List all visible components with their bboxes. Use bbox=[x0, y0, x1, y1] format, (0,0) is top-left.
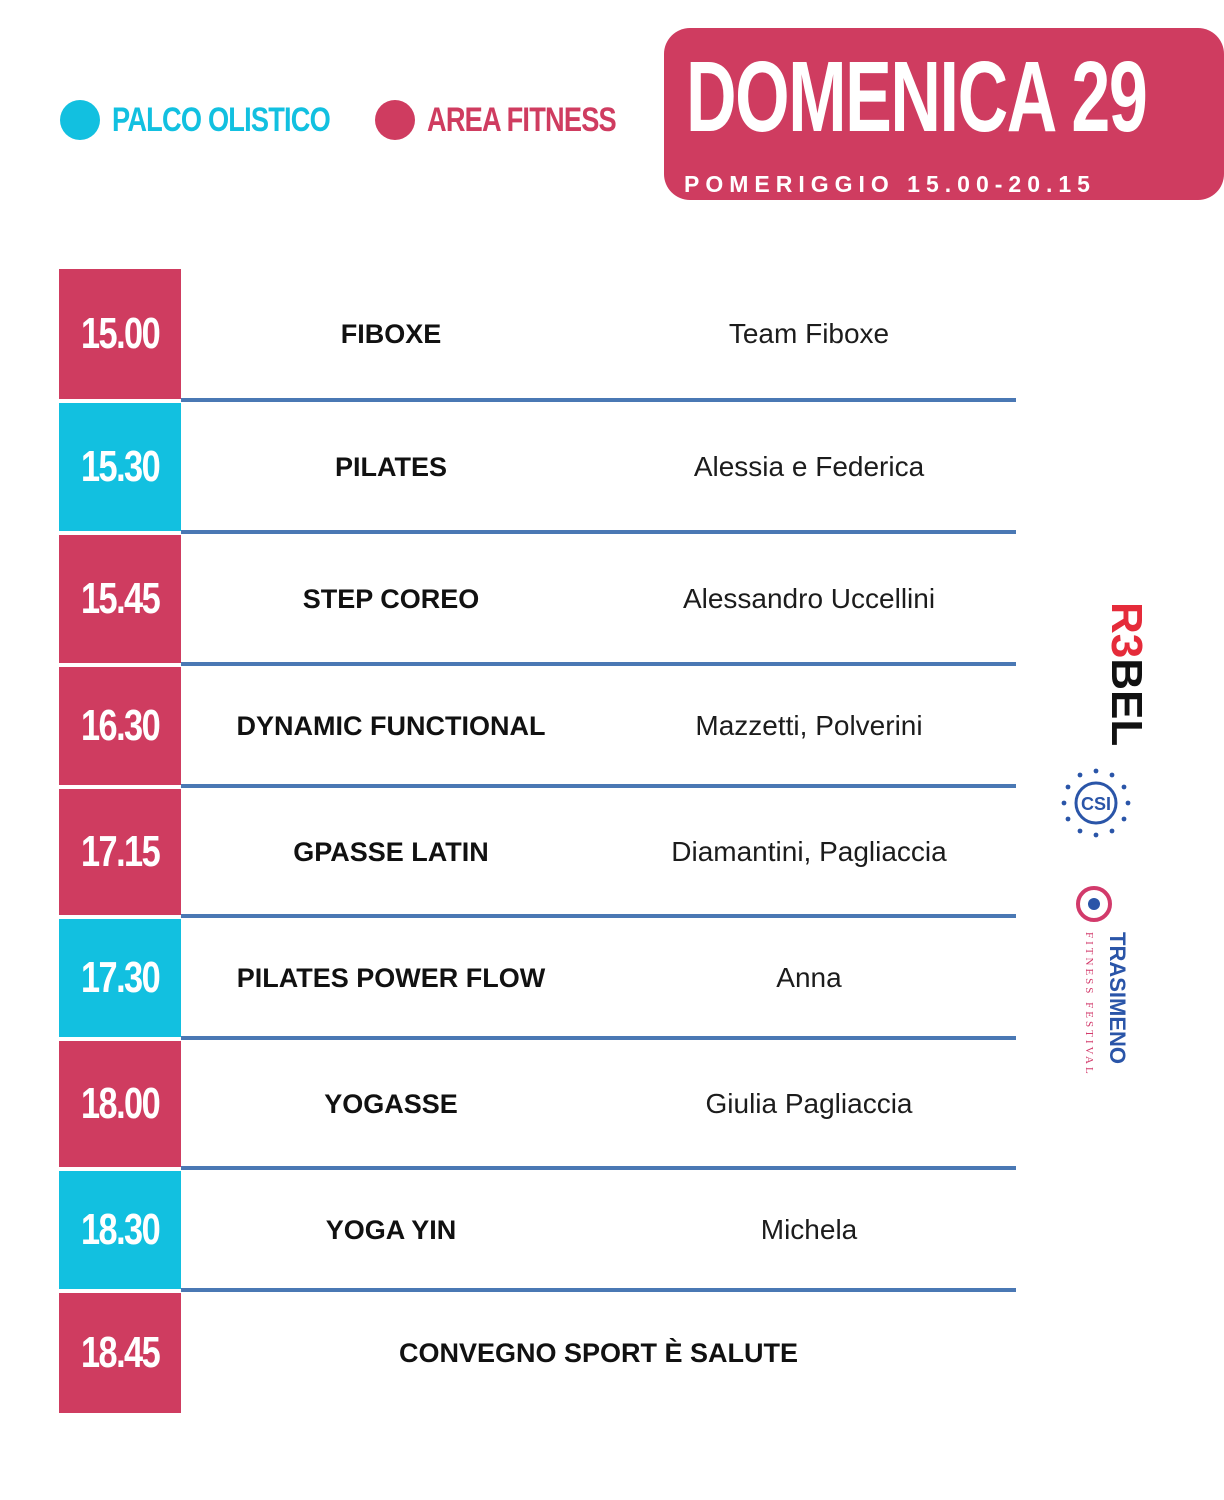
activity-name: YOGA YIN bbox=[325, 1214, 457, 1245]
rebel-logo-r3: R3 bbox=[1102, 602, 1151, 659]
schedule-row bbox=[59, 1041, 1016, 1167]
time-cell bbox=[59, 789, 181, 915]
row-divider bbox=[181, 398, 1016, 402]
row-divider bbox=[181, 784, 1016, 788]
schedule-row bbox=[59, 1171, 1016, 1289]
day-title: DOMENICA 29 bbox=[686, 41, 1147, 153]
schedule-row bbox=[59, 789, 1016, 915]
row-divider bbox=[181, 914, 1016, 918]
legend-olistico-dot bbox=[60, 100, 100, 140]
time-label: 15.30 bbox=[80, 442, 160, 491]
trasimeno-fitness-festival-logo bbox=[1070, 882, 1130, 1077]
time-label: 18.00 bbox=[80, 1079, 160, 1128]
day-subtitle: POMERIGGIO 15.00-20.15 bbox=[684, 171, 1096, 197]
instructor-name: Team Fiboxe bbox=[728, 318, 890, 349]
svg-text:R3BEL bbox=[1102, 602, 1151, 746]
csi-logo-text: CSI bbox=[1080, 794, 1112, 814]
schedule-row bbox=[59, 1293, 1016, 1413]
activity-name: CONVEGNO SPORT È SALUTE bbox=[398, 1337, 799, 1368]
time-cell bbox=[59, 919, 181, 1037]
schedule-row bbox=[59, 919, 1016, 1037]
time-label: 18.45 bbox=[80, 1328, 160, 1377]
legend-palco-olistico bbox=[60, 96, 384, 144]
instructor-name: Mazzetti, Polverini bbox=[695, 710, 923, 741]
schedule-row bbox=[59, 667, 1016, 785]
activity-name: YOGASSE bbox=[324, 1088, 458, 1119]
row-divider bbox=[181, 530, 1016, 534]
instructor-name: Anna bbox=[776, 962, 842, 993]
instructor-name: Alessandro Uccellini bbox=[682, 583, 936, 614]
rebel-logo bbox=[1068, 600, 1151, 747]
schedule-row bbox=[59, 269, 1016, 399]
time-label: 15.00 bbox=[80, 309, 160, 358]
rebel-logo-bel: BEL bbox=[1102, 658, 1151, 747]
activity-name: GPASSE LATIN bbox=[293, 836, 489, 867]
activity-name: PILATES POWER FLOW bbox=[236, 962, 546, 993]
day-header bbox=[664, 28, 1224, 200]
time-label: 15.45 bbox=[80, 574, 160, 623]
instructor-name: Alessia e Federica bbox=[693, 451, 925, 482]
row-divider bbox=[181, 1288, 1016, 1292]
activity-name: PILATES bbox=[334, 451, 447, 482]
instructor-name: Giulia Pagliaccia bbox=[705, 1088, 913, 1119]
time-cell bbox=[59, 1293, 181, 1413]
row-divider bbox=[181, 662, 1016, 666]
time-label: 18.30 bbox=[80, 1205, 160, 1254]
activity-name: FIBOXE bbox=[340, 318, 442, 349]
time-cell bbox=[59, 1171, 181, 1289]
activity-name: DYNAMIC FUNCTIONAL bbox=[236, 710, 546, 741]
time-label: 16.30 bbox=[80, 701, 160, 750]
legend-fitness-dot bbox=[375, 100, 415, 140]
instructor-name: Diamantini, Pagliaccia bbox=[671, 836, 947, 867]
time-cell bbox=[59, 403, 181, 531]
trasimeno-logo-subtext: FITNESS FESTIVAL bbox=[1083, 932, 1095, 1077]
instructor-name: Michela bbox=[760, 1214, 858, 1245]
schedule-row bbox=[59, 403, 1016, 531]
legend-olistico-label: PALCO OLISTICO bbox=[112, 100, 330, 139]
time-label: 17.15 bbox=[80, 827, 160, 876]
time-cell bbox=[59, 667, 181, 785]
trasimeno-logo-text: TRASIMENO bbox=[1105, 932, 1130, 1064]
row-divider bbox=[181, 1036, 1016, 1040]
time-label: 17.30 bbox=[80, 953, 160, 1002]
row-divider bbox=[181, 1166, 1016, 1170]
activity-name: STEP COREO bbox=[302, 583, 480, 614]
time-cell bbox=[59, 269, 181, 399]
time-cell bbox=[59, 1041, 181, 1167]
schedule-row bbox=[59, 535, 1016, 663]
time-cell bbox=[59, 535, 181, 663]
legend-fitness-label: AREA FITNESS bbox=[427, 100, 616, 139]
csi-logo bbox=[1058, 765, 1134, 841]
legend-area-fitness bbox=[375, 96, 663, 144]
